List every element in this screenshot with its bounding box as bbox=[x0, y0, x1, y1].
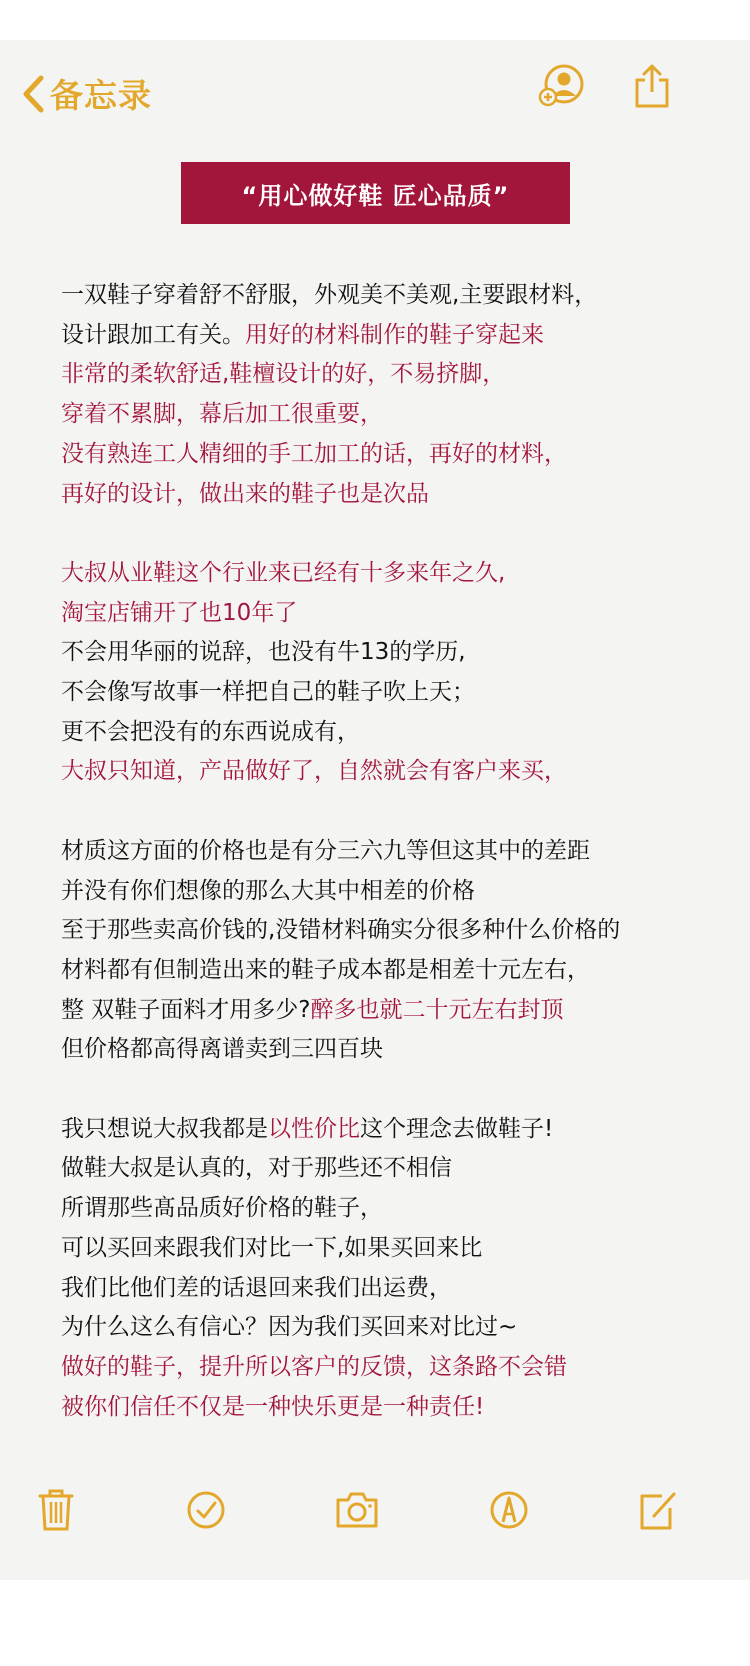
note-line bbox=[61, 832, 721, 872]
camera-icon bbox=[334, 1488, 380, 1532]
note-line bbox=[61, 1308, 721, 1348]
body-text-segment: 所谓那些髙品质好价格的鞋子， bbox=[61, 1195, 383, 1222]
body-text-segment: 为什么这么有信心？因为我们买回来对比过~ bbox=[61, 1314, 518, 1341]
body-text-segment: 整 双鞋子面料才用多少? bbox=[61, 996, 311, 1023]
body-text-segment: 材料都有但制造出来的鞋子成本都是相差十元左右， bbox=[61, 956, 590, 983]
highlighted-text: 用好的材料制作的鞋子穿起来 bbox=[245, 321, 544, 348]
note-paragraph bbox=[61, 554, 721, 792]
title-banner: “用心做好鞋 匠心品质” bbox=[181, 162, 570, 224]
note-line bbox=[61, 633, 721, 673]
body-text-segment: 材质这方面的价格也是有分三六九等但这其中的差距 bbox=[61, 837, 590, 864]
body-text-segment: 但价格都高得离谱卖到三四百块 bbox=[61, 1036, 383, 1063]
highlighted-text: 淘宝店铺开了也10年了 bbox=[61, 599, 298, 626]
add-person-icon bbox=[536, 64, 588, 108]
markup-button[interactable] bbox=[489, 1488, 529, 1536]
bottom-toolbar bbox=[0, 1488, 750, 1558]
note-line bbox=[61, 1149, 721, 1189]
note-line bbox=[61, 1348, 721, 1388]
note-line bbox=[61, 316, 721, 356]
add-person-button[interactable] bbox=[536, 64, 588, 108]
highlighted-text: 穿着不累脚，幕后加工很重要， bbox=[61, 401, 383, 428]
trash-icon bbox=[38, 1488, 74, 1532]
note-paragraph bbox=[61, 1110, 721, 1428]
note-line bbox=[61, 594, 721, 634]
note-line bbox=[61, 1388, 721, 1428]
note-paper bbox=[0, 40, 750, 1580]
markup-pen-icon bbox=[489, 1488, 529, 1532]
highlighted-text: 被你们信任不仅是一种快乐更是一种责任! bbox=[61, 1393, 485, 1420]
note-line bbox=[61, 395, 721, 435]
note-line bbox=[61, 475, 721, 515]
note-line bbox=[61, 1189, 721, 1229]
note-line bbox=[61, 554, 721, 594]
note-line bbox=[61, 1110, 721, 1150]
highlighted-text: 非常的柔软舒适,鞋檀设计的好，不易挤脚， bbox=[61, 361, 506, 388]
highlighted-text: 再好的设计，做出来的鞋子也是次品 bbox=[61, 480, 429, 507]
chevron-left-icon bbox=[20, 74, 46, 114]
note-line bbox=[61, 276, 721, 316]
body-text-segment: 设计跟加工有关。 bbox=[61, 321, 245, 348]
body-text-segment: 更不会把没有的东西说成有， bbox=[61, 718, 360, 745]
note-line bbox=[61, 911, 721, 951]
checklist-button[interactable] bbox=[186, 1488, 226, 1536]
note-paragraph bbox=[61, 276, 721, 514]
body-text-segment: 这个理念去做鞋子! bbox=[360, 1115, 554, 1142]
highlighted-text: 做好的鞋子，提升所以客户的反馈，这条路不会错 bbox=[61, 1353, 567, 1380]
share-icon bbox=[632, 62, 672, 110]
note-body[interactable] bbox=[61, 276, 721, 1467]
body-text-segment: 至于那些卖高价钱的,没错材料确实分很多种什么价格的 bbox=[61, 917, 621, 944]
back-label: 备忘录 bbox=[50, 76, 152, 115]
navigation-bar bbox=[0, 40, 750, 140]
highlighted-text: 以性价比 bbox=[268, 1115, 360, 1142]
camera-button[interactable] bbox=[334, 1488, 380, 1536]
note-line bbox=[61, 1030, 721, 1070]
note-line bbox=[61, 951, 721, 991]
note-line bbox=[61, 872, 721, 912]
highlighted-text: 大叔从业鞋这个行业来已经有十多来年之久, bbox=[61, 559, 506, 586]
share-button[interactable] bbox=[632, 62, 672, 110]
body-text-segment: 并没有你们想像的那么大其中相差的价格 bbox=[61, 877, 475, 904]
compose-button[interactable] bbox=[638, 1488, 678, 1536]
highlighted-text: 醉多也就二十元左右封顶 bbox=[310, 996, 564, 1023]
back-button[interactable] bbox=[20, 70, 152, 117]
body-text-segment: 不会用华丽的说辞，也没有牛13的学历, bbox=[61, 639, 466, 666]
note-line bbox=[61, 1229, 721, 1269]
checkmark-circle-icon bbox=[186, 1488, 226, 1532]
note-line bbox=[61, 673, 721, 713]
note-line bbox=[61, 713, 721, 753]
body-text-segment: 我只想说大叔我都是 bbox=[61, 1115, 268, 1142]
note-line bbox=[61, 752, 721, 792]
highlighted-text: 大叔只知道，产品做好了，自然就会有客户来买， bbox=[61, 758, 567, 785]
note-line bbox=[61, 435, 721, 475]
highlighted-text: 没有熟连工人精细的手工加工的话，再好的材料， bbox=[61, 440, 567, 467]
body-text-segment: 不会像写故事一样把自己的鞋子吹上天； bbox=[61, 679, 475, 706]
note-line bbox=[61, 355, 721, 395]
body-text-segment: 可以买回来跟我们对比一下,如果买回来比 bbox=[61, 1234, 483, 1261]
note-line bbox=[61, 1269, 721, 1309]
delete-button[interactable] bbox=[38, 1488, 74, 1536]
note-line bbox=[61, 991, 721, 1031]
body-text-segment: 一双鞋子穿着舒不舒服，外观美不美观,主要跟材料， bbox=[61, 282, 598, 308]
body-text-segment: 我们比他们差的话退回来我们出运费， bbox=[61, 1274, 452, 1301]
note-paragraph bbox=[61, 832, 721, 1070]
compose-icon bbox=[638, 1488, 678, 1532]
body-text-segment: 做鞋大叔是认真的，对于那些还不相信 bbox=[61, 1155, 452, 1182]
